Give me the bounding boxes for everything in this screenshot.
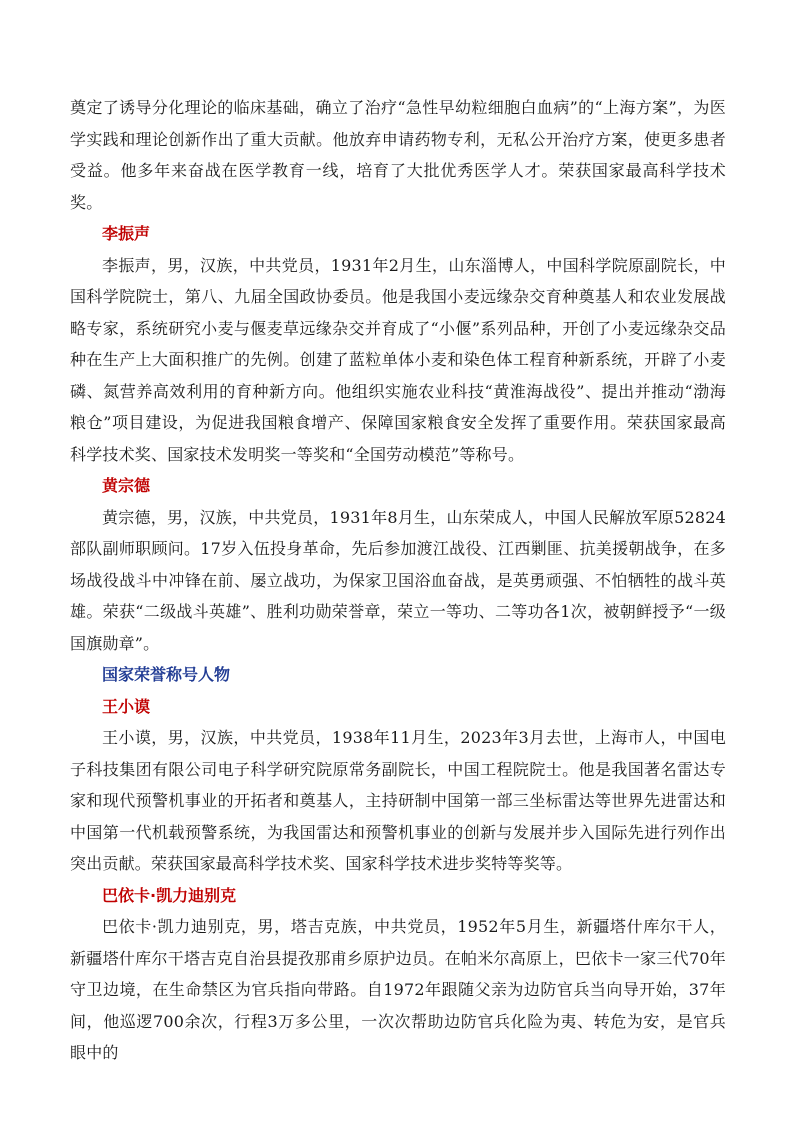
person-bio-wang-xiaomo: 王小谟，男，汉族，中共党员，1938年11月生，2023年3月去世，上海市人，中国电子科技集团有限公司电子科学研究院原常务副院长，中国工程院院士。他是我国著名雷达专家和现代预警机事业的开拓者和奠基人，主持研制中国第一部三坐标雷达等世界先进雷达和中国第一代机载预警系统，为我国雷达和预警机事业的创新与发展并步入国际先进行列作出突出贡献。荣获国家最高科学技术奖、国家科学技术进步奖特等奖等。 (70, 728, 726, 873)
person-bio-li-zhensheng: 李振声，男，汉族，中共党员，1931年2月生，山东淄博人，中国科学院原副院长，中国科学院院士，第八、九届全国政协委员。他是我国小麦远缘杂交育种奠基人和农业发展战略专家，系统研究小麦与偃麦草远缘杂交并育成了“小偃”系列品种，开创了小麦远缘杂交品种在生产上大面积推广的先例。创建了蓝粒单体小麦和染色体工程育种新系统，开辟了小麦磷、氮营养高效利用的育种新方向。他组织实施农业科技“黄淮海战役”、提出并推动“渤海粮仓”项目建设，为促进我国粮食增产、保障国家粮食安全发挥了重要作用。荣获国家最高科学技术奖、国家技术发明奖一等奖和“全国劳动模范”等称号。 (70, 255, 726, 464)
section-title: 国家荣誉称号人物 (102, 665, 231, 684)
person-bio-huang-zongde: 黄宗德，男，汉族，中共党员，1931年8月生，山东荣成人，中国人民解放军原52824部队副师职顾问。17岁入伍投身革命，先后参加渡江战役、江西剿匪、抗美援朝战争，在多场战役战斗中冲锋在前、屡立战功，为保家卫国浴血奋战，是英勇顽强、不怕牺牲的战斗英雄。荣获“二级战斗英雄”、胜利功勋荣誉章，荣立一等功、二等功各1次，被朝鲜授予“一级国旗勋章”。 (70, 507, 726, 653)
person-name-huang-zongde: 黄宗德 (102, 476, 151, 495)
person-name-li-zhensheng: 李振声 (102, 224, 151, 243)
intro-paragraph: 奠定了诱导分化理论的临床基础，确立了治疗“急性早幼粒细胞白血病”的“上海方案”，为医学实践和理论创新作出了重大贡献。他放弃申请药物专利，无私公开治疗方案，使更多患者受益。他多年来奋战在医学教育一线，培育了大批优秀医学人才。荣获国家最高科学技术奖。 (70, 98, 726, 212)
document-page (70, 92, 726, 1069)
person-name-bayika: 巴依卡·凯力迪别克 (102, 885, 237, 905)
person-bio-bayika: 巴依卡·凯力迪别克，男，塔吉克族，中共党员，1952年5月生，新疆塔什库尔干人，新疆塔什库尔干塔吉克自治县提孜那甫乡原护边员。在帕米尔高原上，巴依卡一家三代70年守卫边境，在生命禁区为官兵指向带路。自1972年跟随父亲为边防官兵当向导开始，37年间，他巡逻700余次，行程3万多公里，一次次帮助边防官兵化险为夷、转危为安，是官兵眼中的 (70, 917, 726, 1062)
person-name-wang-xiaomo: 王小谟 (102, 696, 151, 716)
